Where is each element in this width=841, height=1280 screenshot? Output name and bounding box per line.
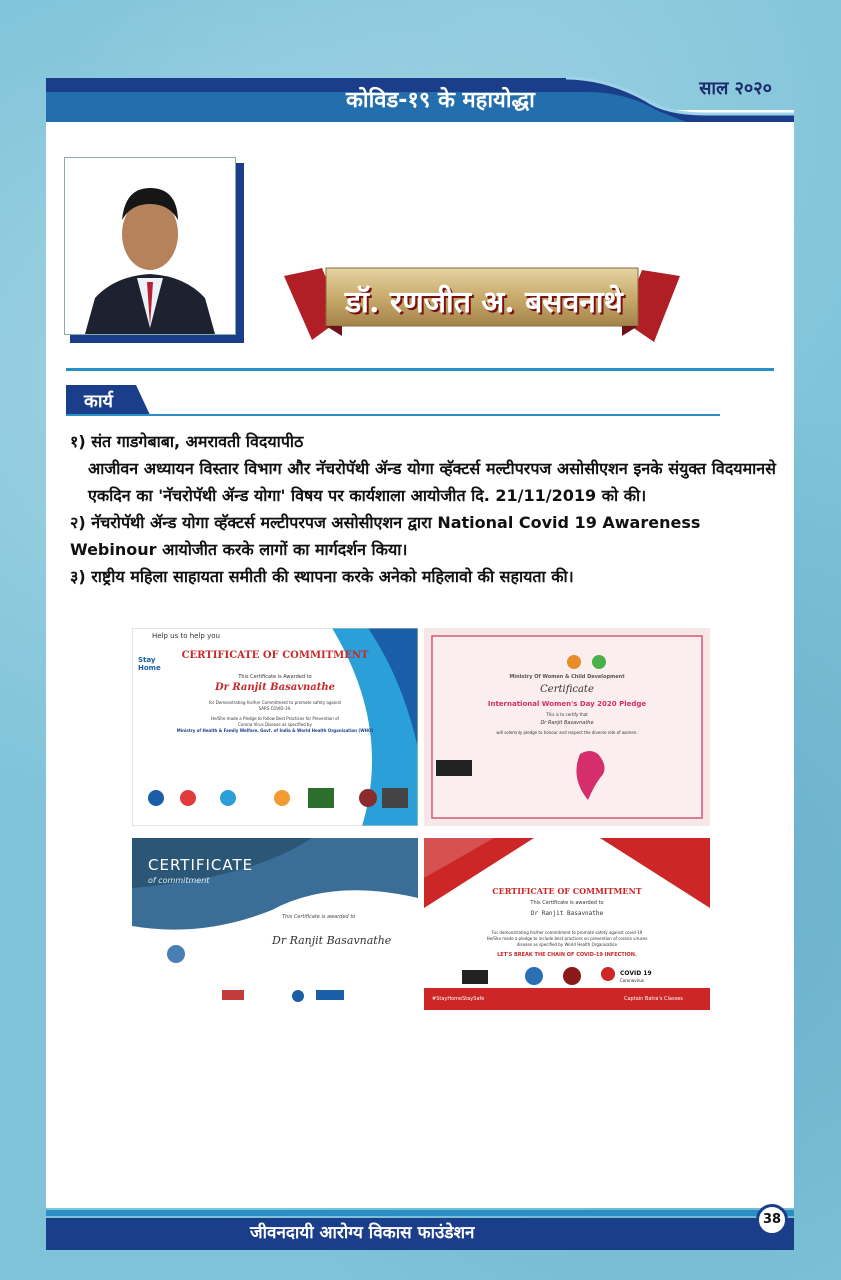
- cert-recipient: Dr Ranjit Basavnathe: [540, 720, 594, 726]
- divider-line: [66, 368, 774, 371]
- list-item: [70, 509, 776, 563]
- coronavirus-label: Coronavirus: [620, 978, 644, 983]
- cert-line: He/She made a pledge to include best practices on prevention of corona viruses: [486, 936, 648, 941]
- list-item: [70, 428, 776, 455]
- cert-hashtag: #StayHomeStaySafe: [432, 996, 485, 1002]
- item-number: ३): [70, 567, 86, 586]
- cert-title: Certificate: [540, 684, 594, 695]
- cert-line: This is to certify that: [546, 712, 588, 717]
- section-label: कार्य: [84, 391, 113, 412]
- help-us-label: Help us to help you: [152, 632, 220, 640]
- portrait-photo: [64, 157, 236, 335]
- item-number: २): [70, 513, 86, 532]
- cert-event: International Women's Day 2020 Pledge: [487, 700, 647, 708]
- name-ribbon: [282, 258, 682, 354]
- certificate-commitment-blue: [132, 838, 418, 1010]
- list-item: [70, 563, 776, 590]
- cert-slogan: LET'S BREAK THE CHAIN OF COVID-19 INFECTION.: [497, 952, 637, 958]
- cert-line: for Demonstrating his/her Commitment to promote safety against: [208, 700, 342, 705]
- certificate-covid-commitment: [132, 628, 418, 826]
- cert-subtitle: of commitment: [148, 876, 210, 885]
- certificate-womens-day: [424, 628, 710, 826]
- header-year: साल २०२०: [699, 78, 772, 99]
- certificate-covid-red: [424, 838, 710, 1010]
- cert-line: Ministry of Health & Family Welfare, Govt. of India & World Health Organisation (WHO): [176, 728, 374, 733]
- person-name: डॉ. रणजीत अ. बसवनाथे: [345, 285, 623, 320]
- cert-ministry: Ministry Of Women & Child Development: [509, 674, 625, 680]
- cert-title: CERTIFICATE OF COMMITMENT: [181, 650, 369, 661]
- cert-title: CERTIFICATE OF COMMITMENT: [492, 886, 642, 896]
- footer-title: जीवनदायी आरोग्य विकास फाउंडेशन: [250, 1223, 475, 1243]
- page-number: 38: [756, 1204, 788, 1236]
- cert-awarded: This Certificate is awarded to: [530, 900, 604, 906]
- item-heading: राष्ट्रीय महिला साहायता समीती की स्थापना करके अनेको महिलावो की सहायता की।: [91, 567, 574, 586]
- cert-line: For demonstrating his/her commitment to promote safety against covid-19: [491, 930, 643, 935]
- item-heading: संत गाडगेबाबा, अमरावती विदयापीठ: [91, 432, 304, 451]
- cert-title: CERTIFICATE: [148, 856, 254, 874]
- logo-row: [132, 778, 418, 818]
- item-number: १): [70, 432, 86, 451]
- item-text: आजीवन अध्यायन विस्तार विभाग और नॅचरोपॅथी ॲन्ड योगा व्हॅक्टर्स मल्टीपरपज असोसीएशन इनके संयुक्त विदयमानसे एकदिन का 'नॅचरोपॅथी ॲन्ड योगा' विषय पर कार्यशाला आयोजीत दि. 21/11/2019 को की।: [88, 459, 776, 505]
- cert-recipient: Dr Ranjit Basavnathe: [214, 682, 336, 693]
- cert-awarded: This Certificate is awarded to: [282, 914, 356, 920]
- cert-line: will solemnly pledge to honour and respect the diverse role of women.: [496, 730, 638, 735]
- header-title: कोविड-१९ के महायोद्धा: [346, 88, 535, 113]
- stay-home-label: Stay Home: [138, 656, 161, 672]
- cert-organisation: Captain Batra's Classes: [624, 996, 683, 1002]
- section-tag: [66, 385, 150, 415]
- item-heading: नॅचरोपॅथी ॲन्ड योगा व्हॅक्टर्स मल्टीपरपज असोसीएशन द्वारा National Covid 19 Awareness Webinour आयोजीत करके लागों का मार्गदर्शन किया।: [70, 513, 701, 559]
- cert-line: disease as specified by World Health Organisation: [516, 942, 618, 947]
- cert-line: SARS COVID-19.: [258, 706, 292, 711]
- cert-line: Corona Virus Disease as specified by: [238, 722, 312, 727]
- work-list: [70, 428, 776, 590]
- section-underline: [66, 414, 720, 416]
- cert-recipient: Dr Ranjit Basavnathe: [530, 910, 604, 917]
- cert-recipient: Dr Ranjit Basavnathe: [272, 934, 392, 947]
- header-banner: [46, 70, 794, 122]
- cert-line: He/She made a Pledge to follow Best Practices for Prevention of: [211, 716, 339, 721]
- cert-awarded: This Certificate is Awarded to: [238, 674, 312, 680]
- covid-label: COVID 19: [620, 970, 652, 977]
